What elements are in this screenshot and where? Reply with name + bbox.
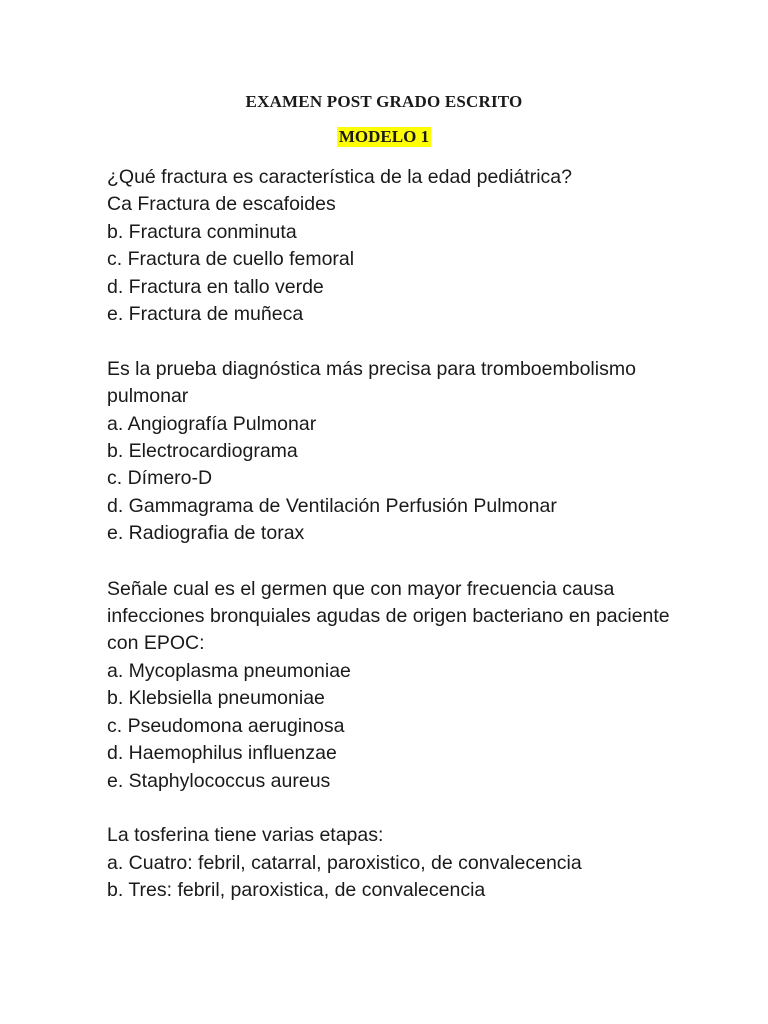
exam-title: EXAMEN POST GRADO ESCRITO xyxy=(245,92,523,111)
answer-option: b. Electrocardiograma xyxy=(107,440,298,463)
question-text: Es la prueba diagnóstica más precisa para tromboembolismo pulmonar xyxy=(107,357,636,408)
answer-option: d. Gammagrama de Ventilación Perfusión Pulmonar xyxy=(107,494,557,517)
answer-option: a. Cuatro: febril, catarral, paroxistico, de convalecencia xyxy=(107,851,582,874)
answer-option: d. Fractura en tallo verde xyxy=(107,275,324,298)
question-1 xyxy=(107,164,687,328)
answer-option: c. Fractura de cuello femoral xyxy=(107,248,355,271)
answer-option: a. Mycoplasma pneumoniae xyxy=(107,659,351,682)
answer-option: a. Angiografía Pulmonar xyxy=(107,412,317,435)
answer-option: e. Radiografia de torax xyxy=(107,522,305,545)
answer-option: c. Pseudomona aeruginosa xyxy=(107,714,345,737)
answer-option: e. Staphylococcus aureus xyxy=(107,769,331,792)
answer-option: b. Fractura conminuta xyxy=(107,220,297,243)
model-label: MODELO 1 xyxy=(338,127,430,146)
answer-option: b. Klebsiella pneumoniae xyxy=(107,687,325,710)
question-3 xyxy=(107,576,687,795)
answer-option: d. Haemophilus influenzae xyxy=(107,742,337,765)
questions-container xyxy=(107,164,687,932)
question-2 xyxy=(107,356,687,548)
question-text: ¿Qué fractura es característica de la edad pediátrica? xyxy=(107,166,572,188)
answer-option: c. Dímero-D xyxy=(107,467,213,490)
model-label-wrapper xyxy=(0,127,768,147)
question-4 xyxy=(107,822,687,904)
question-text: Señale cual es el germen que con mayor frecuencia causa infecciones bronquiales agudas de origen bacteriano en paciente con EPOC: xyxy=(107,577,670,655)
answer-option: Ca Fractura de escafoides xyxy=(107,193,336,216)
answer-option: e. Fractura de muñeca xyxy=(107,303,304,326)
question-text: La tosferina tiene varias etapas: xyxy=(107,824,384,847)
answer-option: b. Tres: febril, paroxistica, de convalecencia xyxy=(107,879,486,902)
